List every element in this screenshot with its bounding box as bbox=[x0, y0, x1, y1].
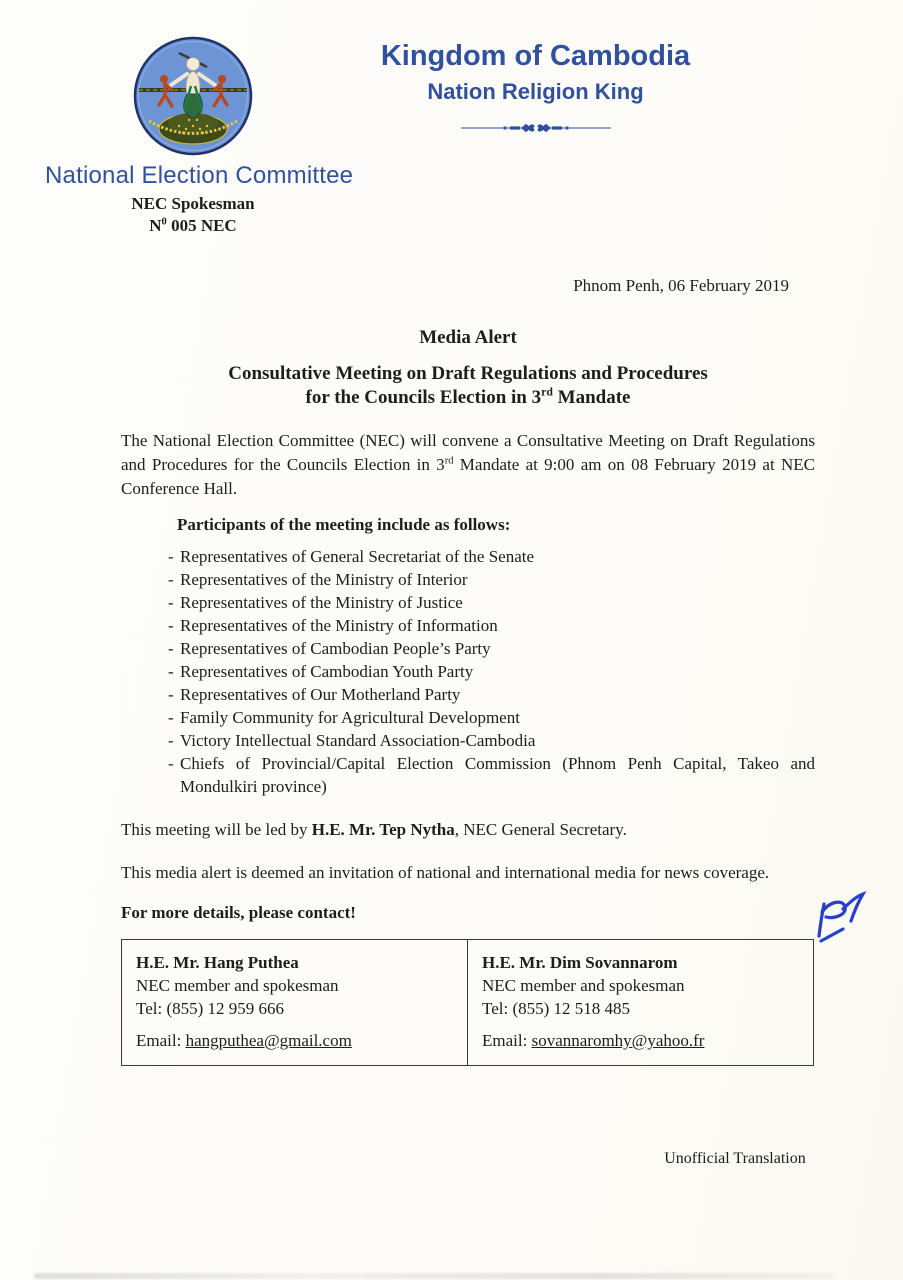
contact-tel: Tel: (855) 12 959 666 bbox=[136, 999, 285, 1018]
participant-list-item bbox=[168, 591, 815, 614]
contact-name: H.E. Mr. Hang Puthea bbox=[136, 953, 299, 972]
dash-marker: - bbox=[168, 616, 174, 635]
participant-list-item bbox=[168, 729, 815, 752]
participant-label: Representatives of Cambodian Youth Party bbox=[180, 662, 474, 681]
participant-label: Representatives of Our Motherland Party bbox=[180, 685, 461, 704]
committee-name: National Election Committee bbox=[45, 162, 354, 189]
contact-heading: For more details, please contact! bbox=[121, 903, 356, 922]
document-title: Consultative Meeting on Draft Regulations and Procedures for the Councils Election in 3rd Mandate bbox=[228, 363, 708, 408]
participant-list-item bbox=[168, 683, 815, 706]
participant-label: Representatives of the Ministry of Interior bbox=[180, 570, 468, 589]
dash-marker: - bbox=[168, 639, 174, 658]
email-link[interactable]: hangputhea@gmail.com bbox=[185, 1031, 352, 1050]
document-body bbox=[121, 276, 815, 1066]
dash-marker: - bbox=[168, 570, 174, 589]
document-number: $N^0$ 005 NEC bbox=[149, 216, 237, 235]
contact-email-row: Email: sovannaromhy@yahoo.fr bbox=[482, 1031, 705, 1050]
scan-edge-artifact bbox=[34, 1273, 834, 1279]
dash-marker: - bbox=[168, 731, 174, 750]
national-motto: Nation Religion King bbox=[427, 79, 644, 104]
kingdom-title: Kingdom of Cambodia bbox=[380, 40, 691, 72]
participant-list-item bbox=[168, 660, 815, 683]
participant-list-item bbox=[168, 614, 815, 637]
participant-label: Family Community for Agricultural Development bbox=[180, 708, 520, 727]
email-link[interactable]: sovannaromhy@yahoo.fr bbox=[531, 1031, 705, 1050]
dateline: Phnom Penh, 06 February 2019 bbox=[573, 276, 789, 295]
participant-label: Representatives of the Ministry of Justice bbox=[180, 593, 463, 612]
contact-table bbox=[121, 939, 814, 1066]
unofficial-translation-note: Unofficial Translation bbox=[664, 1150, 806, 1167]
nec-seal-logo bbox=[131, 34, 255, 158]
contact-role: NEC member and spokesman bbox=[482, 976, 685, 995]
ornamental-divider bbox=[461, 121, 611, 135]
dash-marker: - bbox=[168, 754, 174, 773]
dash-marker: - bbox=[168, 685, 174, 704]
dash-marker: - bbox=[168, 547, 174, 566]
contact-tel: Tel: (855) 12 518 485 bbox=[482, 999, 631, 1018]
handwritten-initial-mark bbox=[812, 888, 870, 950]
led-by-paragraph: This meeting will be led by H.E. Mr. Tep Nytha, NEC General Secretary. bbox=[121, 820, 627, 839]
contact-role: NEC member and spokesman bbox=[136, 976, 339, 995]
participants-heading: Participants of the meeting include as follows: bbox=[177, 515, 511, 534]
participants-list bbox=[121, 545, 815, 798]
media-alert-kicker: Media Alert bbox=[419, 327, 517, 348]
participant-label: Chiefs of Provincial/Capital Election Commission (Phnom Penh Capital, Takeo and Mondulkiri province) bbox=[180, 754, 815, 796]
participant-list-item bbox=[168, 568, 815, 591]
participant-list-item bbox=[168, 706, 815, 729]
media-invitation-paragraph: This media alert is deemed an invitation of national and international media for news coverage. bbox=[121, 863, 770, 882]
spokesman-line: NEC Spokesman bbox=[131, 194, 255, 213]
leader-name: H.E. Mr. Tep Nytha bbox=[311, 820, 455, 839]
dash-marker: - bbox=[168, 708, 174, 727]
header-left-block bbox=[45, 34, 354, 236]
participant-label: Representatives of the Ministry of Information bbox=[180, 616, 498, 635]
participant-list-item bbox=[168, 752, 815, 798]
contact-email-row: Email: hangputhea@gmail.com bbox=[136, 1031, 352, 1050]
dash-marker: - bbox=[168, 593, 174, 612]
participant-label: Representatives of General Secretariat of the Senate bbox=[180, 547, 535, 566]
dash-marker: - bbox=[168, 662, 174, 681]
intro-paragraph: The National Election Committee (NEC) will convene a Consultative Meeting on Draft Regulations and Procedures for the Councils Election in 3rd Mandate at 9:00 am on 08 February 2019 at NEC Conference Hall. bbox=[121, 431, 815, 498]
participant-list-item bbox=[168, 545, 815, 568]
participant-list-item bbox=[168, 637, 815, 660]
participant-label: Victory Intellectual Standard Association-Cambodia bbox=[180, 731, 536, 750]
contact-card-hang-puthea bbox=[122, 940, 468, 1066]
contact-name: H.E. Mr. Dim Sovannarom bbox=[482, 953, 678, 972]
contact-card-dim-sovannarom bbox=[468, 940, 814, 1066]
header-right-block bbox=[363, 40, 708, 140]
participant-label: Representatives of Cambodian People’s Party bbox=[180, 639, 491, 658]
